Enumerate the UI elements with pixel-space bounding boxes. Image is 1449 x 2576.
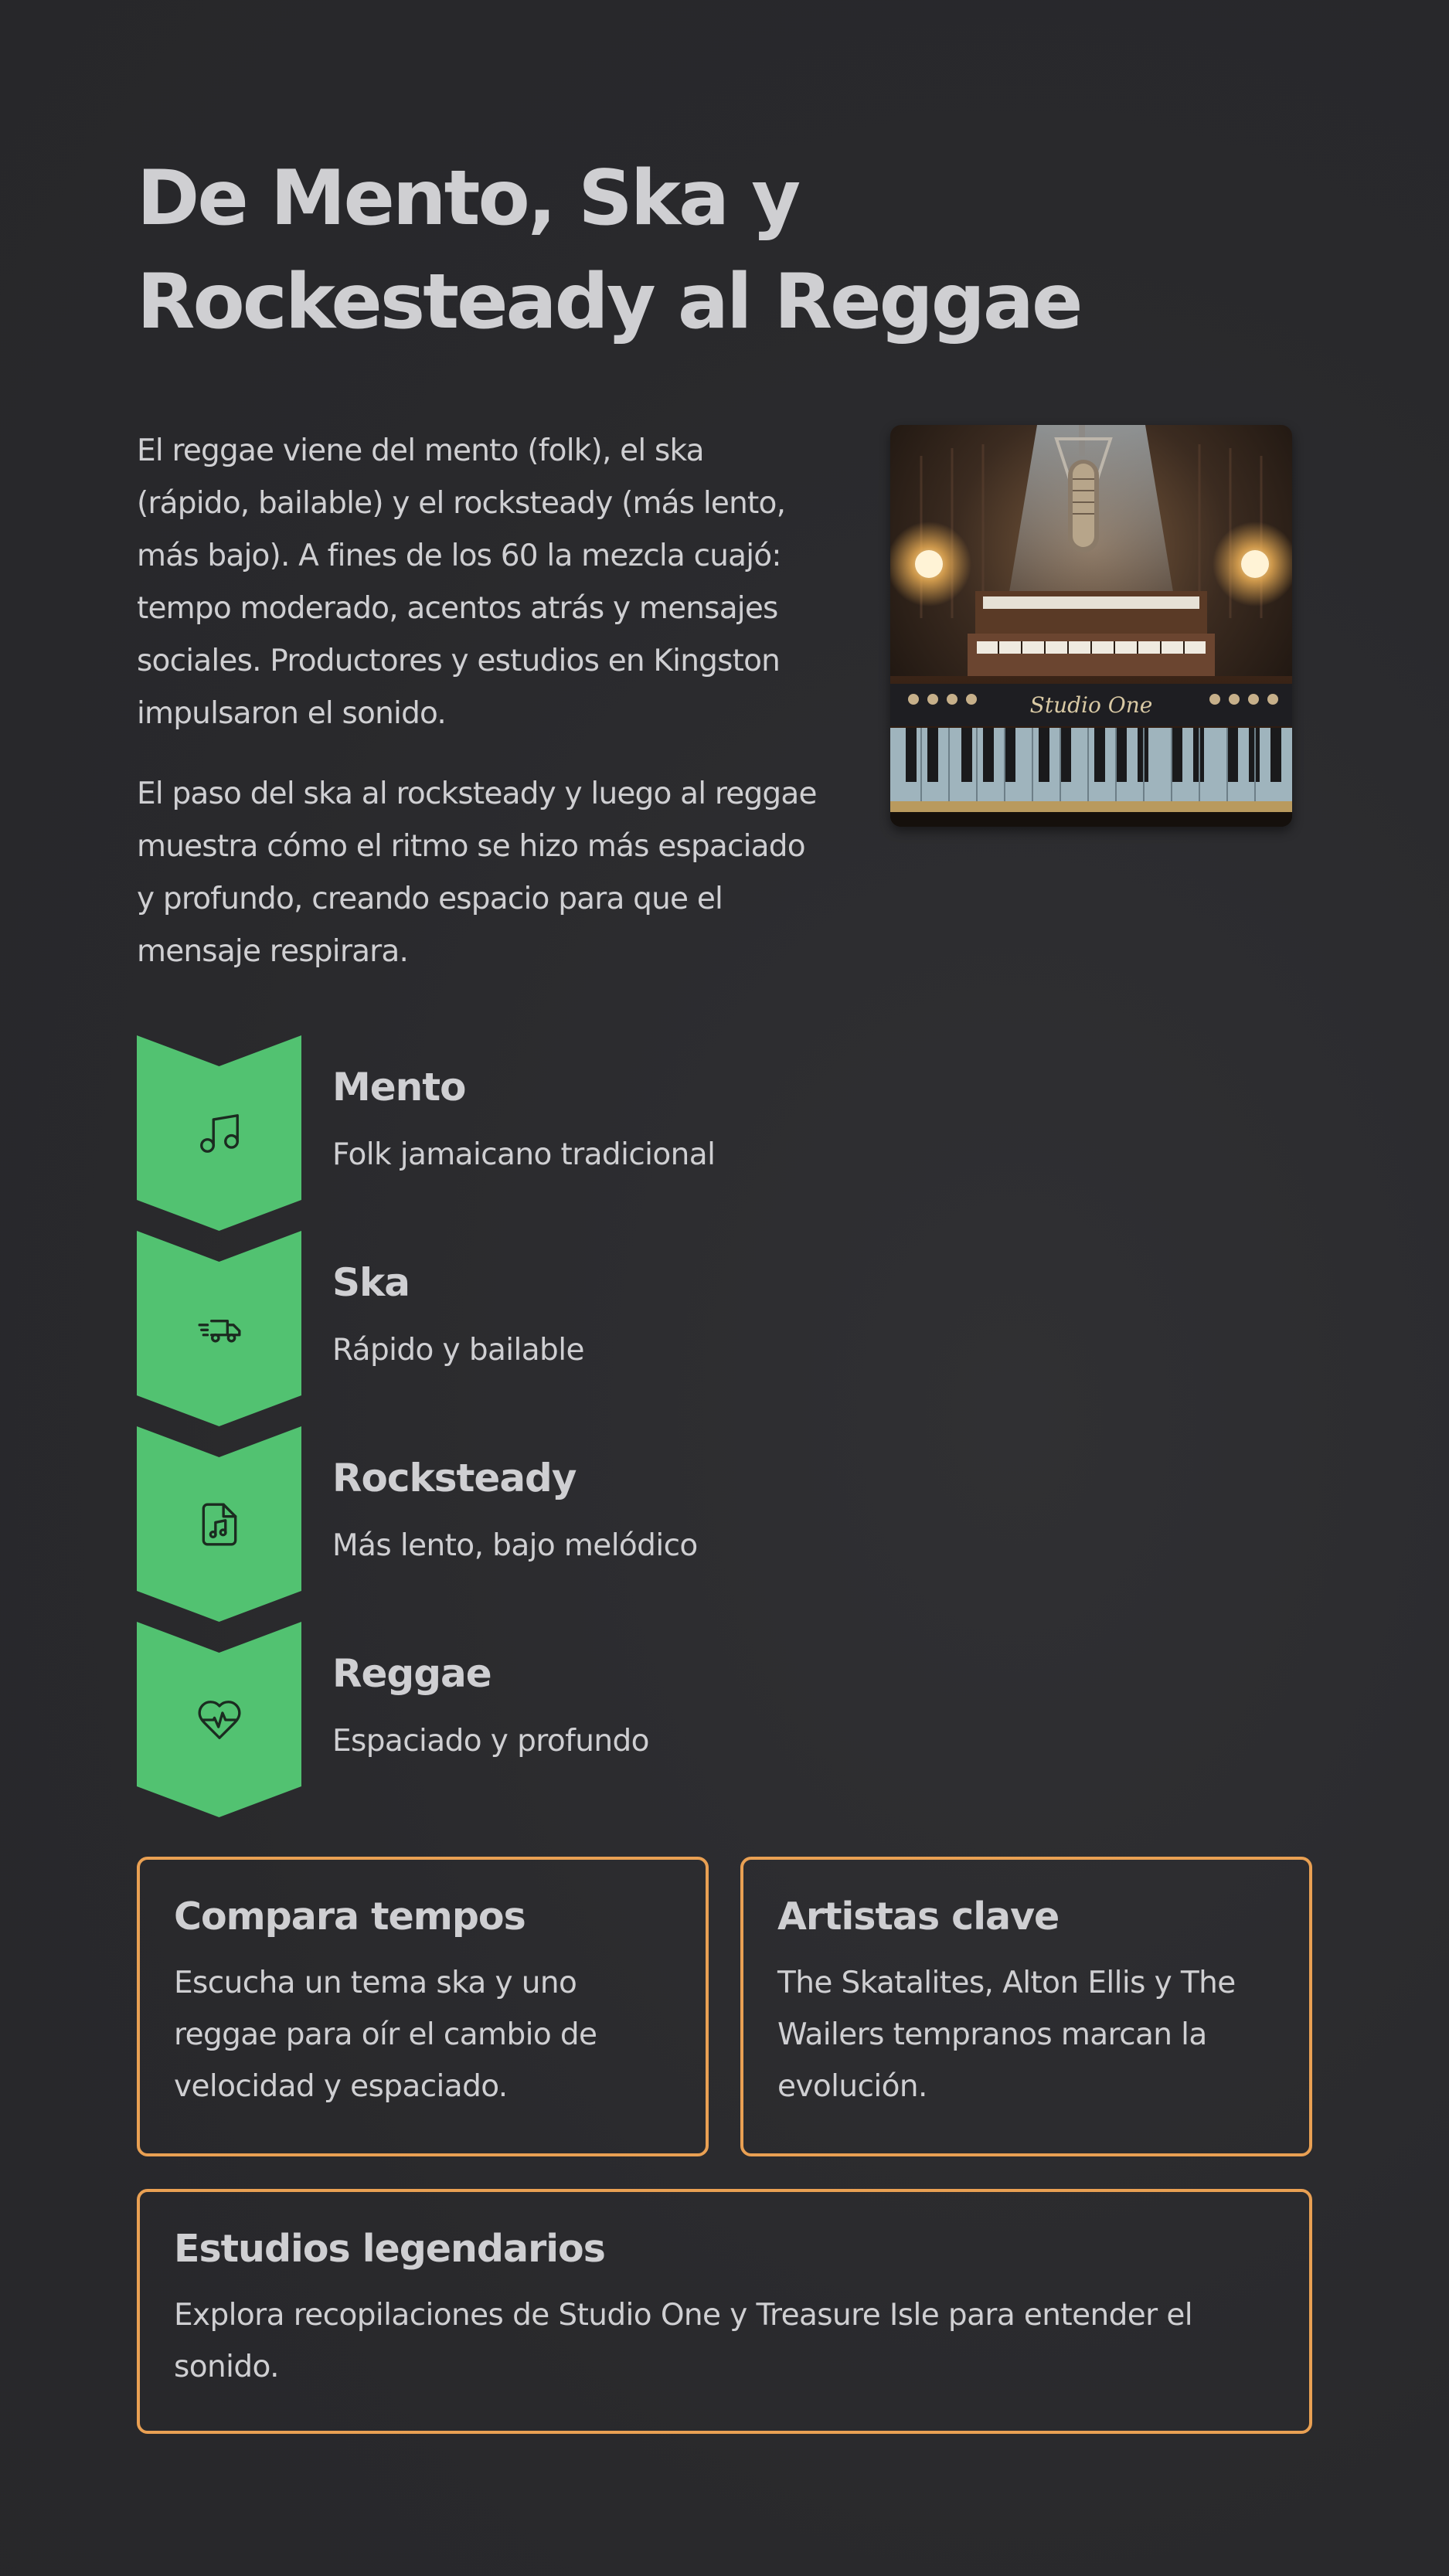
stage-title: Reggae <box>332 1651 492 1696</box>
key-artists-card <box>740 1857 1312 2156</box>
studio-sign: Studio One <box>1029 692 1153 718</box>
music-note-icon <box>196 1110 243 1157</box>
stage-description: Más lento, bajo melódico <box>332 1528 698 1563</box>
stage-title: Rocksteady <box>332 1456 577 1500</box>
timeline-chevron <box>137 1231 301 1426</box>
stage-description: Rápido y bailable <box>332 1333 584 1368</box>
timeline-chevron <box>137 1426 301 1622</box>
card-title: Compara tempos <box>174 1895 526 1939</box>
intro-paragraph: El reggae viene del mento (folk), el ska (rápido, bailable) y el rocksteady (más lento, más bajo). A fines de los 60 la mezcla cuajó: tempo moderado, acentos atrás y mensajes sociales. Productores y estudios en Kingston impulsaron el sonido. <box>137 433 786 731</box>
music-file-icon <box>196 1500 243 1548</box>
card-text: Escucha un tema ska y uno reggae para oír el cambio de velocidad y espaciado. <box>174 1966 597 2104</box>
heart-pulse-icon <box>196 1696 243 1744</box>
fast-truck-icon <box>196 1305 243 1353</box>
page-content <box>137 147 1311 2384</box>
timeline-chevron <box>137 1622 301 1817</box>
timeline-stage-mento <box>137 1035 1064 1231</box>
compare-tempos-card <box>137 1857 709 2156</box>
timeline-stage-ska <box>137 1231 1064 1426</box>
card-title: Artistas clave <box>777 1895 1060 1939</box>
page-title: De Mento, Ska y Rockesteady al Reggae <box>137 155 1081 346</box>
card-title: Estudios legendarios <box>174 2227 605 2271</box>
studio-photo <box>890 425 1292 827</box>
intro-paragraph: El paso del ska al rocksteady y luego al reggae muestra cómo el ritmo se hizo más espaciado y profundo, creando espacio para que el mensaje respirara. <box>137 777 817 969</box>
intro-section <box>137 425 1311 1120</box>
legendary-studios-card <box>137 2189 1312 2434</box>
stage-title: Ska <box>332 1260 410 1305</box>
timeline-stage-reggae <box>137 1622 1064 1817</box>
stage-description: Folk jamaicano tradicional <box>332 1137 716 1172</box>
stage-description: Espaciado y profundo <box>332 1724 649 1759</box>
intro-text <box>137 425 817 1006</box>
timeline-stage-rocksteady <box>137 1426 1064 1622</box>
card-text: The Skatalites, Alton Ellis y The Wailers tempranos marcan la evolución. <box>777 1966 1236 2104</box>
card-text: Explora recopilaciones de Studio One y Treasure Isle para entender el sonido. <box>174 2298 1193 2384</box>
stage-title: Mento <box>332 1065 466 1110</box>
timeline-chevron <box>137 1035 301 1231</box>
